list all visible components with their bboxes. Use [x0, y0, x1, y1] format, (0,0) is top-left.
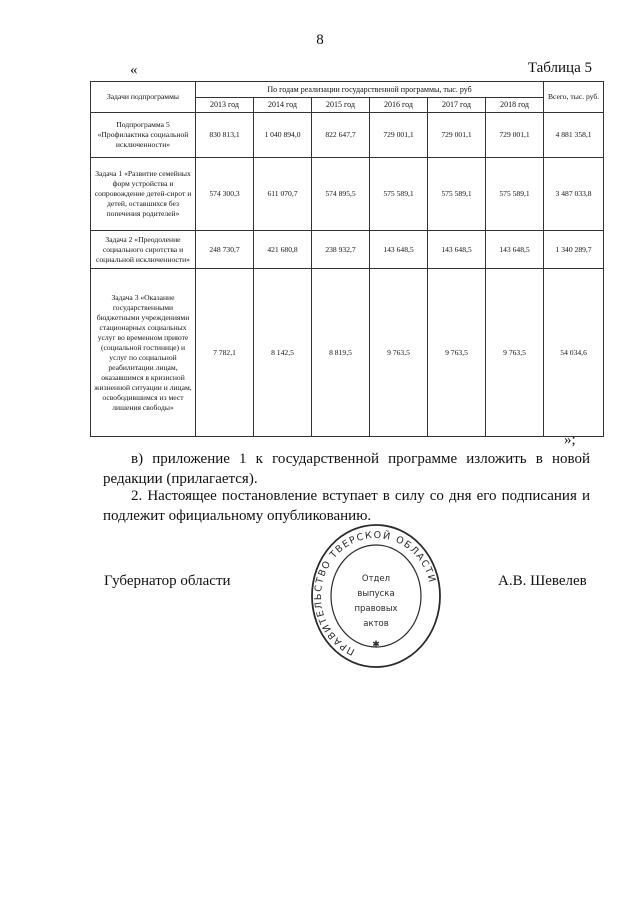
- header-year: 2017 год: [428, 98, 486, 113]
- year-value: 143 648,5: [370, 231, 428, 269]
- header-year: 2015 год: [312, 98, 370, 113]
- year-value: 729 001,1: [370, 113, 428, 158]
- task-name: Задача 1 «Развитие семейных форм устройства и сопровождение детей-сирот и детей, оставшихся без попечения родителей»: [91, 158, 196, 231]
- year-value: 575 589,1: [370, 158, 428, 231]
- row-total: 4 881 358,1: [544, 113, 604, 158]
- year-value: 9 763,5: [428, 269, 486, 437]
- stamp-ring-text: ПРАВИТЕЛЬСТВО ТВЕРСКОЙ ОБЛАСТИ: [312, 529, 438, 657]
- paragraph-v: [103, 449, 590, 489]
- stamp-center-line: выпуска: [357, 589, 395, 599]
- year-value: 729 001,1: [428, 113, 486, 158]
- header-year: 2016 год: [370, 98, 428, 113]
- task-name: Задача 3 «Оказание государственными бюджетными учреждениями стационарных социальных услуг во временном приюте (социальной гостинице) и услуг по социальной реабилитации лицам, оказавшимся в кризисной жизненной ситуации и лицам, освободившимся из мест лишения свободы»: [91, 269, 196, 437]
- task-name: Задача 2 «Преодоление социального сиротства и социальной исключенности»: [91, 231, 196, 269]
- year-value: 729 001,1: [486, 113, 544, 158]
- year-value: 575 589,1: [428, 158, 486, 231]
- row-total: 3 487 033,8: [544, 158, 604, 231]
- year-value: 7 782,1: [196, 269, 254, 437]
- year-value: 238 932,7: [312, 231, 370, 269]
- table-row: [91, 113, 604, 158]
- table-row: [91, 269, 604, 437]
- year-value: 421 680,8: [254, 231, 312, 269]
- signatory-title: Губернатор области: [104, 573, 231, 589]
- year-value: 611 070,7: [254, 158, 312, 231]
- header-year: 2014 год: [254, 98, 312, 113]
- year-value: 574 300,3: [196, 158, 254, 231]
- year-value: 1 040 894,0: [254, 113, 312, 158]
- closing-quote: »;: [564, 432, 576, 448]
- row-total: 1 340 289,7: [544, 231, 604, 269]
- year-value: 143 648,5: [486, 231, 544, 269]
- paragraph-2: [103, 486, 590, 526]
- task-name: Подпрограмма 5 «Профилактика социальной исключенности»: [91, 113, 196, 158]
- row-total: 54 034,6: [544, 269, 604, 437]
- year-value: 830 813,1: [196, 113, 254, 158]
- opening-quote: «: [130, 62, 138, 78]
- signatory-name: А.В. Шевелев: [498, 573, 587, 589]
- budget-table: [90, 81, 604, 437]
- header-years-group: По годам реализации государственной программы, тыс. руб: [196, 82, 544, 98]
- table-caption: Таблица 5: [527, 60, 592, 76]
- stamp-center-line: Отдел: [361, 574, 391, 584]
- year-value: 8 819,5: [312, 269, 370, 437]
- paragraph-v-text: в) приложение 1 к государственной программе изложить в новой редакции (прилагается).: [103, 451, 590, 487]
- year-value: 8 142,5: [254, 269, 312, 437]
- header-total: Всего, тыс. руб.: [544, 82, 604, 113]
- table-row: [91, 158, 604, 231]
- year-value: 248 730,7: [196, 231, 254, 269]
- header-year: 2018 год: [486, 98, 544, 113]
- stamp-center-line: актов: [363, 619, 389, 629]
- header-task: Задачи подпрограммы: [91, 82, 196, 113]
- page-number: 8: [316, 32, 324, 48]
- year-value: 9 763,5: [486, 269, 544, 437]
- stamp-center-line: правовых: [354, 604, 398, 614]
- year-value: 822 647,7: [312, 113, 370, 158]
- official-stamp: [309, 521, 443, 671]
- table-row: [91, 231, 604, 269]
- paragraph-2-text: 2. Настоящее постановление вступает в силу со дня его подписания и подлежит официальному опубликованию.: [103, 488, 590, 524]
- year-value: 574 895,5: [312, 158, 370, 231]
- stamp-star-icon: ✱: [372, 640, 380, 650]
- year-value: 143 648,5: [428, 231, 486, 269]
- header-year: 2013 год: [196, 98, 254, 113]
- year-value: 575 589,1: [486, 158, 544, 231]
- year-value: 9 763,5: [370, 269, 428, 437]
